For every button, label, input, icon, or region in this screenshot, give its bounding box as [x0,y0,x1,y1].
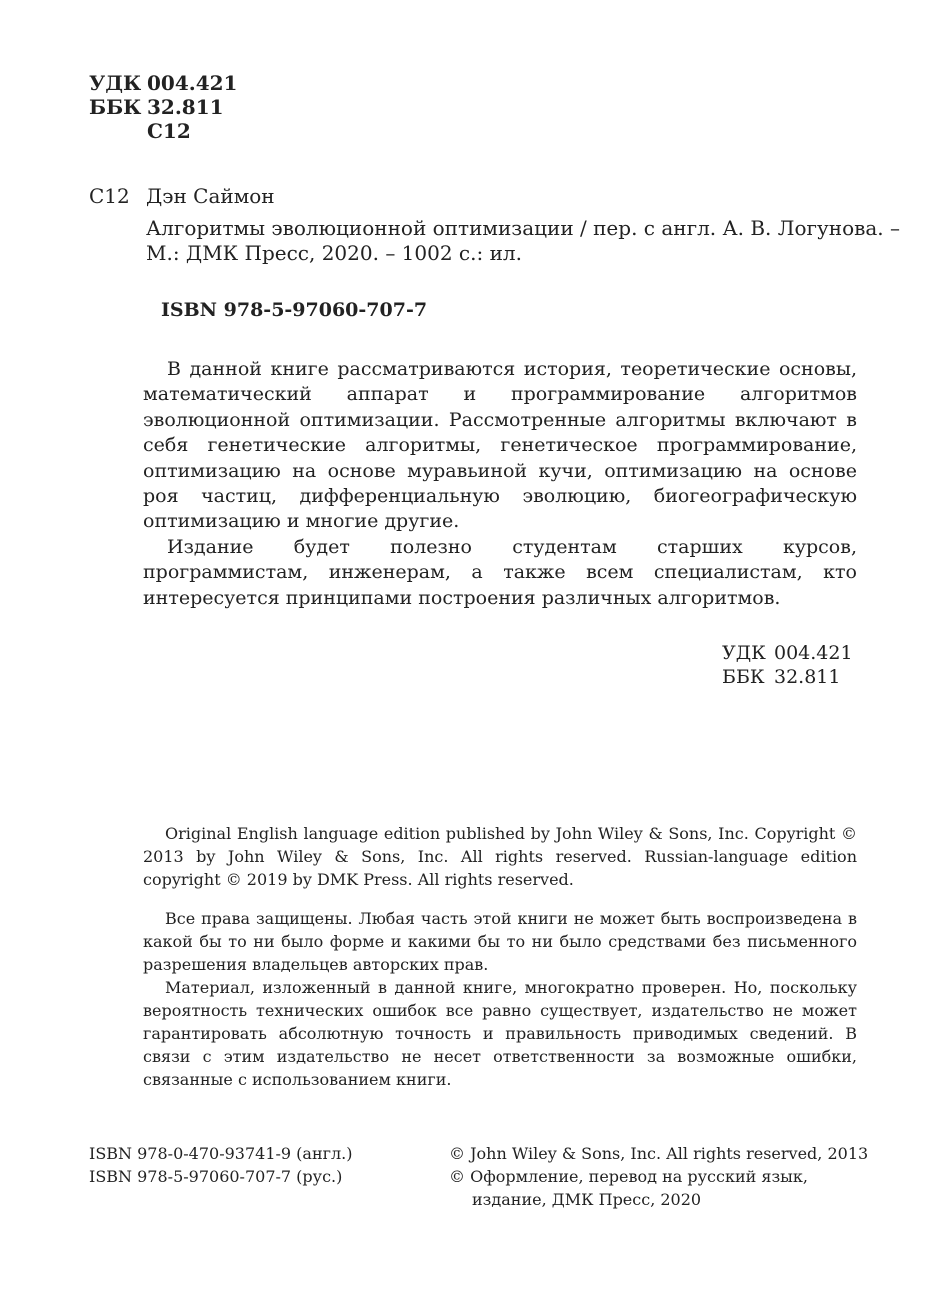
udk-bottom-label: УДК [722,642,766,664]
bbk-bottom-value: 32.811 [774,666,841,688]
copyright-dmk: © Оформление, перевод на русский язык, [449,1167,808,1186]
bbk-top-label: ББК [89,95,142,119]
isbn-english: ISBN 978-0-470-93741-9 (англ.) [89,1144,353,1163]
annotation-paragraph: Издание будет полезно студентам старших курсов, программистам, инженерам, а также всем специалистам, кто интересуется принципами построения различных алгоритмов. [143,535,857,609]
author-mark: С12 [89,184,130,208]
title-line: Алгоритмы эволюционной оптимизации / пер. с англ. А. В. Логунова. – [146,216,901,240]
annotation-paragraph: В данной книге рассматриваются история, теоретические основы, математический аппарат и программирование алгоритмов эволюционной оптимизации. Рассмотренные алгоритмы включают в себя генетические алгоритмы, генетическое программирование, оптимизацию на основе муравьиной кучи, оптимизацию на основе роя частиц, дифференциальную эволюцию, биогеографическую оптимизацию и многие другие. [143,358,857,533]
imprint-line: М.: ДМК Пресс, 2020. – 1002 с.: ил. [146,241,522,265]
bbk-bottom-label: ББК [722,666,765,688]
copyright-list [449,1142,868,1211]
isbn-russian: ISBN 978-5-97060-707-7 (рус.) [89,1167,343,1186]
copyright-wiley: © John Wiley & Sons, Inc. All rights reserved, 2013 [449,1144,869,1163]
author-name: Дэн Саймон [146,184,275,208]
udk-top-row [89,72,237,94]
bbk-bottom-row [722,665,853,689]
udk-top-value: 004.421 [147,71,238,95]
original-edition-notice [143,822,857,891]
udk-bottom-row [722,641,853,665]
isbn-main: ISBN 978-5-97060-707-7 [161,299,428,321]
isbn-list [89,1142,353,1188]
bbk-top-value: 32.811 [147,95,224,119]
rights-notice [143,907,857,1091]
udk-bottom-value: 004.421 [774,642,853,664]
disclaimer-paragraph: Материал, изложенный в данной книге, многократно проверен. Но, поскольку вероятность технических ошибок все равно существует, издательство не может гарантировать абсолютную точность и правильность приводимых сведений. В связи с этим издательство не несет ответственности за возможные ошибки, связанные с использованием книги. [143,978,857,1089]
author-mark-top [147,120,191,142]
copyright-dmk-continuation: издание, ДМК Пресс, 2020 [472,1190,702,1209]
author-mark-top-value: С12 [147,119,191,143]
bibliographic-description [146,216,901,266]
bbk-top-row [89,96,224,118]
classification-bottom [722,641,853,689]
rights-paragraph: Все права защищены. Любая часть этой книги не может быть воспроизведена в какой бы то ни было форме и какими бы то ни было средствами без письменного разрешения владельцев авторских прав. [143,909,857,974]
udk-top-label: УДК [89,71,142,95]
original-edition-text: Original English language edition published by John Wiley & Sons, Inc. Copyright © 2013 by John Wiley & Sons, Inc. All rights reserved. Russian-language edition copyright © 2019 by DMK Press. All rights reserved. [143,824,857,889]
annotation [143,357,857,611]
